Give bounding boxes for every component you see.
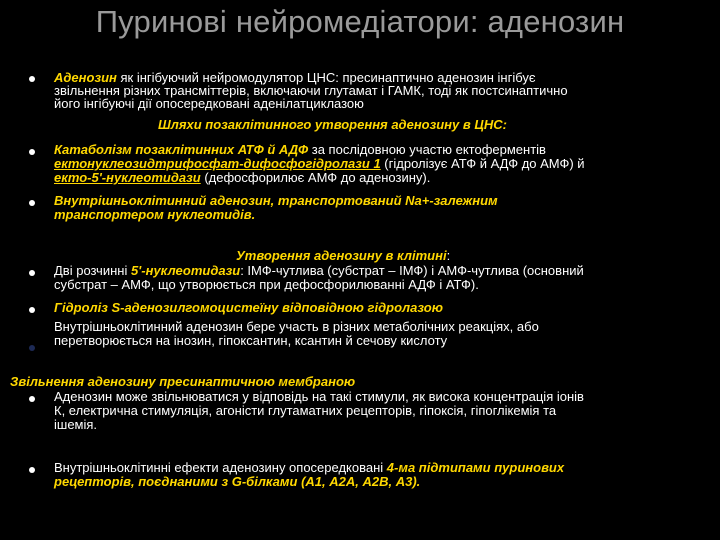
bullet-dot <box>29 76 35 82</box>
catabolism-line-3 <box>54 171 430 185</box>
catabolism-text: за послідовною участю ектоферментів <box>308 142 546 157</box>
bullet-dot-dim <box>29 345 35 351</box>
release-stimuli-line-1: Аденозин може звільнюватися у відповідь на такі стимули, як висока концентрація іонів <box>54 389 584 404</box>
intracellular-heading-colon: : <box>446 248 451 263</box>
bullet-dot <box>29 270 35 276</box>
adenosine-modulator-line-2: звільнення різних трансміттерів, включаючи глутамат і ГАМК, тоді як постсинаптично <box>54 83 568 98</box>
adenosine-term: Аденозин <box>54 70 117 85</box>
bullet-dot <box>29 396 35 402</box>
catabolism-term: Катаболізм позаклітинних АТФ й АДФ <box>54 142 309 157</box>
ntpdase-text: (гідролізує АТФ й АДФ до АМФ) й <box>380 156 585 171</box>
catabolism-line-2 <box>54 157 585 171</box>
receptor-subtypes-term: 4-ма підтипами пуринових <box>386 460 565 475</box>
intracellular-heading-text: Утворення аденозину в клітині <box>236 248 447 263</box>
bullet-dot <box>29 467 35 473</box>
bullet-dot <box>29 200 35 206</box>
bullet-dot <box>29 149 35 155</box>
transport-line-2: транспортером нуклеотидів. <box>54 207 256 222</box>
receptors-line-2: рецепторів, поєднаними з G-білками (А1, А2А, А2В, А3). <box>54 474 421 489</box>
slide-title: Пуринові нейромедіатори: аденозин <box>95 4 625 39</box>
transport-line-1: Внутрішньоклітинний аденозин, транспортований Na+-залежним <box>54 193 498 208</box>
nucleotidase-term: 5'-нуклеотидази <box>130 263 241 278</box>
nucleotidases-text-b: : ІМФ-чутлива (субстрат – ІМФ) і АМФ-чутлива (основний <box>240 263 584 278</box>
receptors-text: Внутрішньоклітинні ефекти аденозину опосередковані <box>54 460 387 475</box>
nucleotidases-line-2: субстрат – АМФ, що утворюється при дефосфорилюванні АДФ і АТФ). <box>54 277 479 292</box>
release-stimuli-line-2: К, електрична стимуляція, агоністи глутаматних рецепторів, гіпоксія, гіпоглікемія та <box>54 403 557 418</box>
bullet-dot <box>29 307 35 313</box>
receptors-line-1 <box>54 461 564 475</box>
nucleotidases-text-a: Дві розчинні <box>54 263 131 278</box>
metabolism-line-2: перетворюється на інозин, гіпоксантин, ксантин й сечову кислоту <box>54 333 448 348</box>
sah-hydrolysis-line: Гідроліз S-аденозилгомоцистеїну відповідною гідролазою <box>54 300 443 315</box>
extracellular-formation-heading: Шляхи позаклітинного утворення аденозину в ЦНС: <box>158 117 507 132</box>
ecto-nucleotidase-text: (дефосфорилює АМФ до аденозину). <box>200 170 431 185</box>
ecto-nucleotidase-term: екто-5'-нуклеотидази <box>54 170 201 185</box>
metabolism-line-1: Внутрішньоклітинний аденозин бере участь в різних метаболічних реакціях, або <box>54 319 539 334</box>
nucleotidases-line-1 <box>54 264 584 278</box>
ntpdase-term: ектонуклеозидтрифосфат-дифосфогідролази 1 <box>54 156 381 171</box>
presynaptic-release-heading: Звільнення аденозину пресинаптичною мембраною <box>10 374 356 389</box>
intracellular-formation-heading <box>236 249 450 263</box>
adenosine-modulator-text: як інгібуючий нейромодулятор ЦНС: пресинаптично аденозин інгібує <box>116 70 536 85</box>
catabolism-line-1 <box>54 143 546 157</box>
adenosine-modulator-line-3: його інгібуючі дії опосередковані аденілатциклазою <box>54 96 364 111</box>
release-stimuli-line-3: ішемія. <box>54 417 98 432</box>
